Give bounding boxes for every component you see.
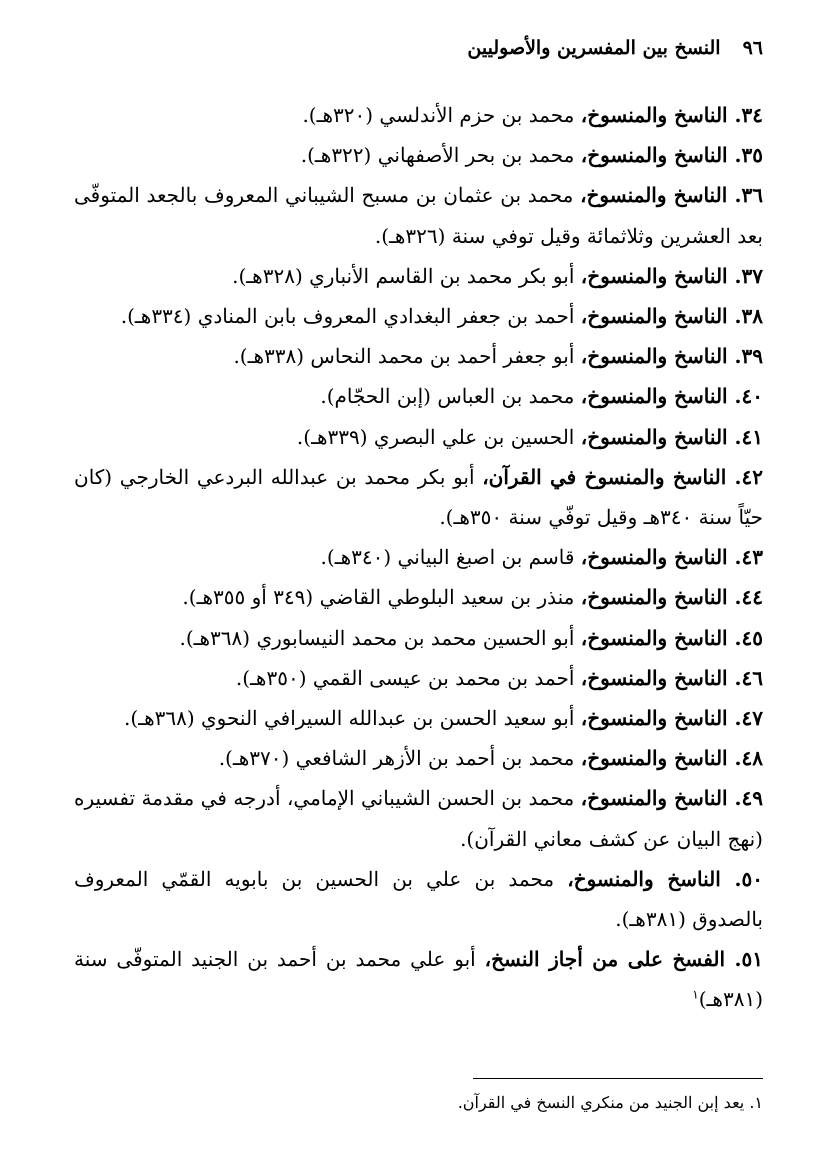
running-title: النسخ بين المفسرين والأصوليين [467,37,721,59]
item-lead: ٤٤. الناسخ والمنسوخ، [580,585,763,610]
page-number: ٩٦ [742,37,763,59]
footnote-ref[interactable]: ١ [692,987,699,1002]
item-text: أحمد بن جعفر البغدادي المعروف بابن المنادي (٣٣٤هـ). [120,304,581,329]
item-text: أبو سعيد الحسن بن عبدالله السيرافي النحوي (٣٦٨هـ). [124,706,581,731]
footnote-divider [473,1078,763,1079]
item-lead: ٥٠. الناسخ والمنسوخ، [567,866,764,891]
list-item [74,658,763,698]
item-text: أبو علي محمد بن أحمد بن الجنيد المتوفّى سنة (٣٨١هـ) [74,947,763,1012]
item-lead: ٣٤. الناسخ والمنسوخ، [580,103,763,127]
list-item [74,457,763,537]
item-text: أبو جعفر أحمد بن محمد النحاس (٣٣٨هـ). [233,344,581,369]
item-text: محمد بن علي بن الحسين بن بابويه القمّي المعروف بالصدوق (٣٨١هـ). [74,866,763,932]
item-lead: ٣٨. الناسخ والمنسوخ، [580,304,763,329]
list-item [74,778,763,858]
item-lead: ٣٦. الناسخ والمنسوخ، [580,183,763,208]
item-text: محمد بن أحمد بن الأزهر الشافعي (٣٧٠هـ). [218,746,581,771]
item-lead: ٥١. الفسخ على من أجاز النسخ، [484,947,763,972]
item-lead: ٤٢. الناسخ والمنسوخ في القرآن، [482,464,764,489]
item-text: قاسم بن اصبغ البياني (٣٤٠هـ). [320,545,581,570]
list-item [74,175,763,255]
list-item [74,95,763,135]
item-lead: ٤٣. الناسخ والمنسوخ، [580,545,763,570]
item-lead: ٣٩. الناسخ والمنسوخ، [580,344,763,369]
item-lead: ٣٧. الناسخ والمنسوخ، [580,263,763,288]
item-text: أبو بكر محمد بن القاسم الأنباري (٣٢٨هـ). [232,263,581,288]
item-text: محمد بن العباس (إبن الحجّام). [320,384,581,409]
list-item [74,537,763,577]
item-text: محمد بن حزم الأندلسي (٣٢٠هـ). [302,103,581,127]
item-lead: ٤٨. الناسخ والمنسوخ، [580,746,763,771]
list-item [74,336,763,376]
item-text: أبو الحسين محمد بن محمد النيسابوري (٣٦٨هـ). [179,625,581,650]
item-lead: ٤٦. الناسخ والمنسوخ، [580,665,763,690]
item-lead: ٤٩. الناسخ والمنسوخ، [580,786,764,811]
list-item [74,859,763,939]
list-item [74,618,763,658]
item-text: أبو بكر محمد بن عبدالله البردعي الخارجي (كان حيّاً سنة ٣٤٠هـ وقيل توفّي سنة ٣٥٠هـ). [74,464,763,530]
list-item [74,577,763,617]
item-lead: ٤٥. الناسخ والمنسوخ، [580,625,763,650]
item-text: محمد بن الحسن الشيباني الإمامي، أدرجه في مقدمة تفسيره (نهج البيان عن كشف معاني القرآن). [74,786,763,851]
page-header [74,33,763,63]
list-item [74,939,763,1019]
list-item [74,256,763,296]
item-lead: ٤٧. الناسخ والمنسوخ، [580,706,763,731]
item-text: أحمد بن محمد بن عيسى القمي (٣٥٠هـ). [235,665,581,690]
item-text: منذر بن سعيد البلوطي القاضي (٣٤٩ أو ٣٥٥هـ). [182,585,581,610]
item-lead: ٣٥. الناسخ والمنسوخ، [580,143,763,168]
item-lead: ٤١. الناسخ والمنسوخ، [580,424,763,449]
list-item [74,417,763,457]
item-text: محمد بن بحر الأصفهاني (٣٢٢هـ). [300,143,581,168]
list-item [74,296,763,336]
item-text: محمد بن عثمان بن مسبح الشيباني المعروف بالجعد المتوفّى بعد العشرين وثلاثمائة وقيل توفي سنة (٣٢٦هـ). [74,183,763,248]
item-lead: ٤٠. الناسخ والمنسوخ، [580,384,763,409]
list-item [74,698,763,738]
list-item [74,738,763,778]
list-item [74,376,763,416]
footnote: ١. يعد إبن الجنيد من منكري النسخ في القرآن. [457,1093,763,1112]
item-text: الحسين بن علي البصري (٣٣٩هـ). [296,424,581,449]
list-item [74,135,763,175]
bibliography-list [74,95,763,1020]
